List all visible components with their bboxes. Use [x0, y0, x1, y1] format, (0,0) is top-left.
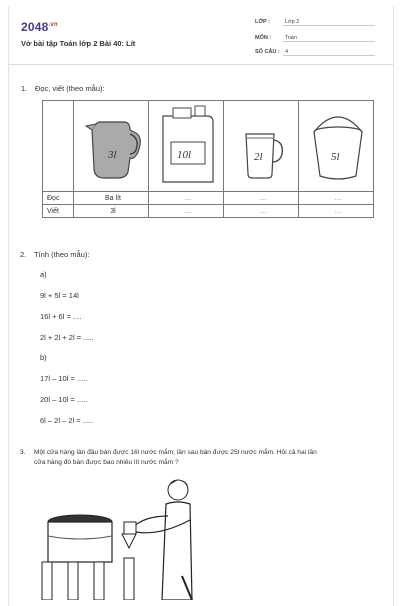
- calc-item[interactable]: 6l – 2l – 2l = .....: [40, 416, 94, 425]
- site-logo[interactable]: $2048^{.vn}$: [21, 20, 58, 34]
- question-1: 1. Đọc, viết (theo mẫu):: [21, 84, 105, 93]
- row-label-read: Đọc: [43, 192, 74, 205]
- question-3: 3. Một cửa hàng lần đầu bán được 16l nước mắm, lần sau bán được 25l nước mắm. Hỏi cả hai lần cửa hàng đó bán được bao nhiêu lít nước mắm ?: [20, 449, 317, 466]
- part-b-label: b): [40, 353, 47, 362]
- svg-text:3l: 3l: [108, 149, 117, 161]
- read-cell[interactable]: …: [149, 192, 224, 205]
- calc-item: 9l + 5l = 14l: [40, 291, 79, 300]
- question-1-prompt: Đọc, viết (theo mẫu):: [35, 84, 105, 93]
- question-3-line1: Một cửa hàng lần đầu bán được 16l nước mắm, lần sau bán được 25l nước mắm. Hỏi cả hai lần: [34, 449, 317, 456]
- read-cell[interactable]: …: [224, 192, 299, 205]
- bucket-icon: [303, 102, 373, 188]
- svg-text:2l: 2l: [254, 151, 263, 163]
- calc-item[interactable]: 20l – 10l = .....: [40, 395, 88, 404]
- container-cell-measuring-cup: [224, 101, 299, 192]
- worksheet-header: [9, 6, 393, 65]
- read-write-table: [42, 100, 374, 218]
- measuring-cup-icon: [228, 102, 298, 188]
- write-cell[interactable]: …: [224, 205, 299, 218]
- write-cell[interactable]: …: [299, 205, 374, 218]
- part-a-label: a): [40, 270, 47, 279]
- container-cell-jerrycan: [149, 101, 224, 192]
- question-2-prompt: Tính (theo mẫu):: [34, 250, 90, 259]
- jug-icon: [78, 102, 148, 188]
- read-cell: Ba lít: [74, 192, 149, 205]
- calc-item[interactable]: 16l + 6l = ....: [40, 312, 82, 321]
- container-cell-jug: [74, 101, 149, 192]
- meta-subject: MÔN : Toán: [255, 35, 375, 42]
- page-title: Vở bài tập Toán lớp 2 Bài 40: Lít: [21, 39, 136, 48]
- jerrycan-icon: [153, 102, 223, 188]
- meta-class: LỚP : Lớp 2: [255, 19, 375, 26]
- read-cell[interactable]: …: [299, 192, 374, 205]
- question-3-line2: cửa hàng đó bán được bao nhiêu lít nước mắm ?: [34, 459, 179, 466]
- write-cell[interactable]: …: [149, 205, 224, 218]
- calc-item[interactable]: 2l + 2l + 2l = .....: [40, 333, 94, 342]
- container-cell-bucket: [299, 101, 374, 192]
- meta-question-count: SỐ CÂU : 4: [255, 49, 375, 56]
- write-cell: 3l: [74, 205, 149, 218]
- calc-item[interactable]: 17l – 10l = .....: [40, 374, 88, 383]
- fish-sauce-illustration: [40, 476, 200, 600]
- svg-text:5l: 5l: [331, 151, 340, 163]
- svg-text:10l: 10l: [177, 149, 192, 161]
- question-2: 2. Tính (theo mẫu):: [20, 250, 90, 259]
- row-label-write: Viết: [43, 205, 74, 218]
